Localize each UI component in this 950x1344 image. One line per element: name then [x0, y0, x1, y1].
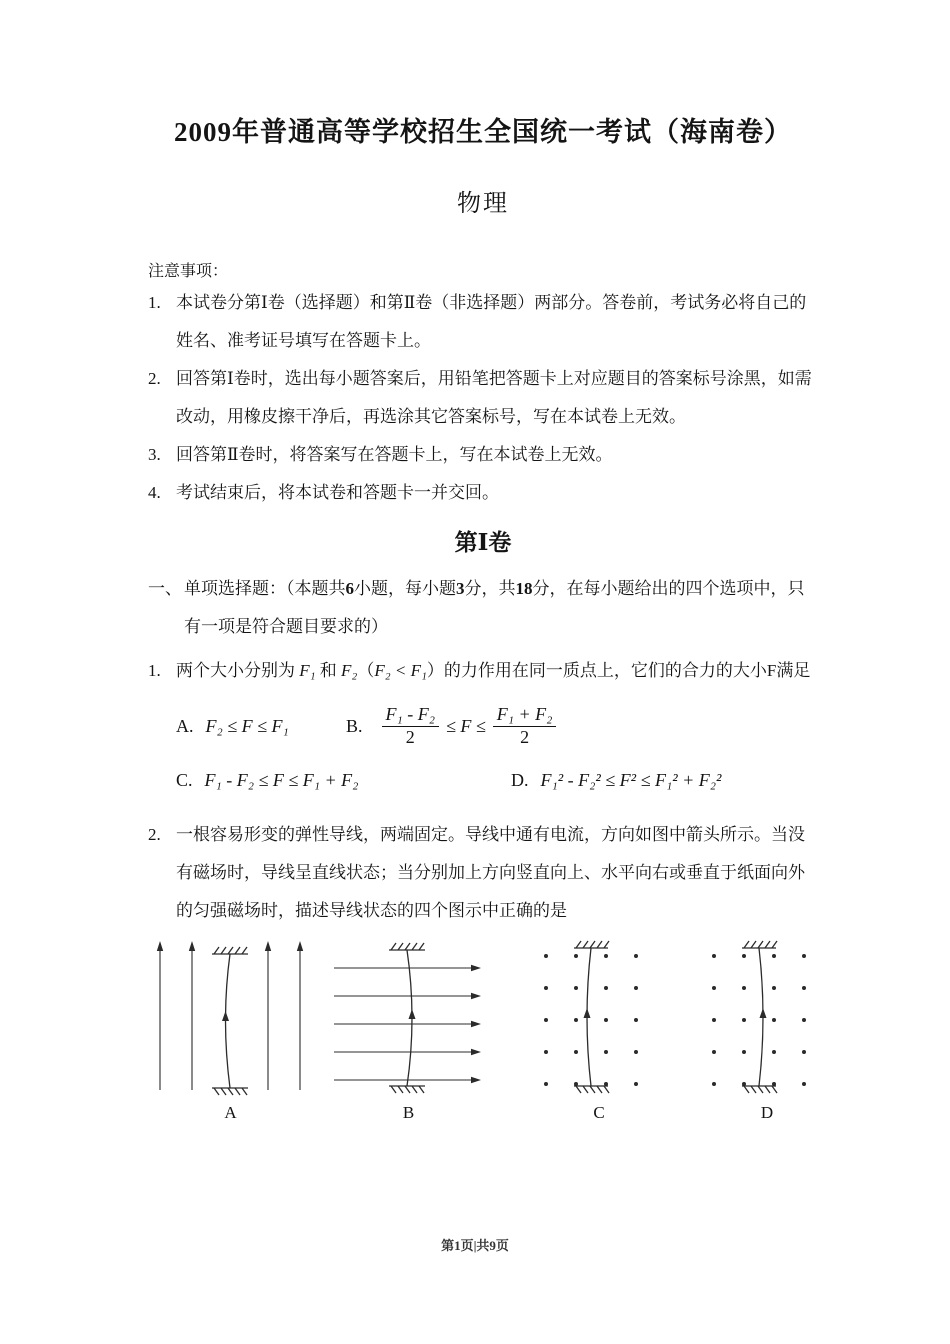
option-d-label: D.	[511, 769, 529, 790]
figure-b	[331, 938, 486, 1123]
intro-segment: 单项选择题：（本题共	[184, 579, 346, 598]
notice-item-number: 4.	[148, 483, 161, 502]
intro-bold-number: 6	[345, 579, 354, 598]
option-d-expression: F₁² - F₂² ≤ F² ≤ F₁² + F₂²	[540, 769, 722, 790]
figure-b-label: B	[402, 1103, 415, 1122]
intro-segment: 分，共	[464, 579, 516, 598]
question-1-text	[176, 652, 818, 690]
section-intro-text	[184, 570, 818, 646]
option-d	[511, 770, 721, 791]
question-2-number: 2.	[148, 825, 161, 844]
notice-item-number: 1.	[148, 293, 161, 312]
option-c-label: C.	[176, 769, 193, 790]
math-condition: F₂ < F₁	[374, 661, 427, 680]
option-c-expression: F₁ - F₂ ≤ F ≤ F₁ + F₂	[204, 769, 359, 790]
question-2-figures	[148, 938, 818, 1123]
option-b	[346, 704, 563, 748]
notice-item-number: 3.	[148, 445, 161, 464]
notice-item-text: 考试结束后，将本试卷和答题卡一并交回。	[176, 483, 499, 502]
math-f1: F₁	[299, 661, 316, 680]
option-a	[176, 716, 346, 737]
notice-item	[148, 436, 818, 474]
notice-item-text: 本试卷分第Ⅰ卷（选择题）和第Ⅱ卷（非选择题）两部分。答卷前，考试务必将自己的姓名、准考证号填写在答题卡上。	[176, 293, 807, 350]
question-2-text: 一根容易形变的弹性导线，两端固定。导线中通有电流，方向如图中箭头所示。当没有磁场时，导线呈直线状态；当分别加上方向竖直向上、水平向右或垂直于纸面向外的匀强磁场时，描述导线状态的四个图示中正确的是	[176, 825, 805, 920]
page-footer: 第1页|共9页	[441, 1238, 509, 1253]
page-content	[148, 0, 818, 1123]
question-1-options-row-1	[176, 694, 818, 758]
notice-heading: 注意事项：	[148, 263, 229, 280]
fraction-denominator: 2	[405, 727, 415, 747]
intro-segment: 分，在每小题给出的四个选项中，只有一项是符合题目要求的）	[184, 579, 805, 636]
part1-heading: 第Ⅰ卷	[454, 530, 512, 555]
figure-a-diagram-vertical-field	[148, 938, 313, 1096]
figure-d-diagram-dots-field	[702, 938, 832, 1096]
notice-item	[148, 360, 818, 436]
question-1-segment: 和	[315, 661, 342, 680]
intro-bold-number: 3	[456, 579, 465, 598]
intro-segment: 小题，每小题	[354, 579, 456, 598]
question-1	[148, 652, 818, 690]
figure-b-diagram-horizontal-field	[331, 938, 486, 1096]
option-b-fraction-1	[382, 704, 440, 748]
option-b-middle: ≤ F ≤	[446, 715, 486, 736]
notice-item-number: 2.	[148, 369, 161, 388]
question-1-segment: ）的力作用在同一质点上，它们的合力的大小F满足	[426, 661, 811, 680]
notice-list	[148, 284, 818, 512]
question-1-segment: （	[357, 661, 375, 680]
notice-item	[148, 474, 818, 512]
section-intro	[148, 570, 818, 646]
figure-c-label: C	[593, 1103, 605, 1122]
figure-c	[534, 938, 664, 1123]
notice-item-text: 回答第Ⅰ卷时，选出每小题答案后，用铅笔把答题卡上对应题目的答案标号涂黑，如需改动，用橡皮擦干净后，再选涂其它答案标号，写在本试卷上无效。	[176, 369, 812, 426]
subject-title: 物理	[457, 191, 509, 217]
fraction-denominator: 2	[520, 727, 530, 747]
figure-d	[702, 938, 832, 1123]
notice-item-text: 回答第Ⅱ卷时，将答案写在答题卡上，写在本试卷上无效。	[176, 445, 613, 464]
math-f2: F₂	[341, 661, 358, 680]
section-intro-number: 一、	[148, 579, 182, 598]
question-1-number: 1.	[148, 661, 161, 680]
question-2	[148, 816, 818, 930]
option-a-expression: F₂ ≤ F ≤ F₁	[205, 715, 289, 736]
figure-a	[148, 938, 313, 1123]
exam-title: 2009年普通高等学校招生全国统一考试（海南卷）	[174, 117, 792, 147]
fraction-numerator: F₁ + F₂	[493, 704, 557, 727]
intro-bold-number: 18	[515, 579, 533, 598]
option-c	[176, 770, 511, 791]
figure-a-label: A	[224, 1103, 237, 1122]
question-1-segment: 两个大小分别为	[176, 661, 300, 680]
option-b-label: B.	[346, 715, 363, 736]
fraction-numerator: F₁ - F₂	[382, 704, 440, 727]
figure-c-diagram-dots-field	[534, 938, 664, 1096]
option-a-label: A.	[176, 715, 194, 736]
option-b-fraction-2	[493, 704, 557, 748]
notice-item	[148, 284, 818, 360]
figure-d-label: D	[760, 1103, 774, 1122]
question-1-options-row-2	[176, 758, 818, 802]
